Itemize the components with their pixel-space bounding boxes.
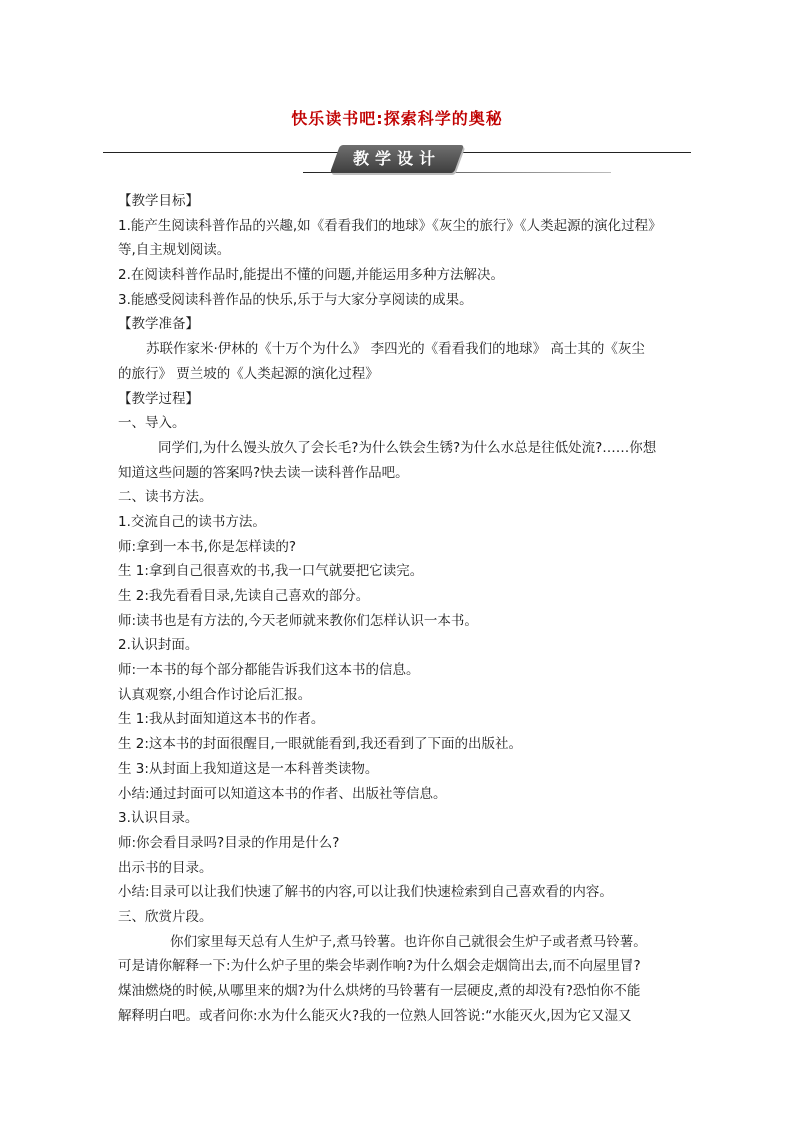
text-line: 同学们,为什么馒头放久了会长毛?为什么铁会生锈?为什么水总是往低处流?……你想: [158, 439, 657, 456]
text-line: 二、读书方法。: [118, 489, 213, 506]
text-line: 煤油燃烧的时候,从哪里来的烟?为什么烘烤的马铃薯有一层硬皮,煮的却没有?恐怕你不能: [118, 983, 641, 999]
text-line: 师:你会看目录吗?目录的作用是什么?: [118, 834, 340, 851]
document-body: [118, 189, 688, 1028]
text-line: 苏联作家米·伊林的《十万个为什么》 李四光的《看看我们的地球》 高士其的《灰尘: [146, 341, 645, 358]
banner-label: 教学设计: [352, 149, 441, 168]
text-line: 【教学过程】: [118, 390, 199, 407]
text-line: 生 3:从封面上我知道这是一本科普类读物。: [118, 760, 379, 777]
text-line: 1.交流自己的读书方法。: [118, 513, 266, 530]
text-line: 认真观察,小组合作讨论后汇报。: [118, 686, 312, 703]
page-title: 快乐读书吧:探索科学的奥秘: [291, 109, 503, 128]
text-line: 小结:通过封面可以知道这本书的作者、出版社等信息。: [118, 785, 447, 802]
text-line: 2.认识封面。: [118, 637, 199, 654]
text-line: 师:拿到一本书,你是怎样读的?: [118, 538, 297, 555]
text-line: 生 1:拿到自己很喜欢的书,我一口气就要把它读完。: [118, 563, 424, 580]
text-line: 【教学准备】: [118, 316, 199, 333]
text-line: 可是请你解释一下:为什么炉子里的柴会毕剥作响?为什么烟会走烟筒出去,而不向屋里冒?: [118, 958, 641, 975]
text-line: 解释明白吧。或者问你:水为什么能灭火?我的一位熟人回答说:“水能灭火,因为它又湿又: [118, 1007, 632, 1024]
text-line: 知道这些问题的答案吗?快去读一读科普作品吧。: [118, 464, 409, 481]
text-line: 师:一本书的每个部分都能告诉我们这本书的信息。: [118, 662, 420, 679]
text-line: 【教学目标】: [118, 193, 199, 209]
text-line: 1.能产生阅读科普作品的兴趣,如《看看我们的地球》《灰尘的旅行》《人类起源的演化过程》: [118, 217, 662, 234]
text-line: 出示书的目录。: [118, 859, 213, 876]
text-line: 3.能感受阅读科普作品的快乐,乐于与大家分享阅读的成果。: [118, 291, 473, 308]
text-line: 一、导入。: [118, 415, 186, 432]
text-line: 师:读书也是有方法的,今天老师就来教你们怎样认识一本书。: [118, 612, 478, 629]
text-line: 的旅行》 贾兰坡的《人类起源的演化过程》: [118, 365, 379, 382]
text-line: 小结:目录可以让我们快速了解书的内容,可以让我们快速检索到自己喜欢看的内容。: [118, 884, 613, 901]
text-line: 三、欣赏片段。: [118, 908, 213, 925]
text-line: 2.在阅读科普作品时,能提出不懂的问题,并能运用多种方法解决。: [118, 267, 504, 284]
text-line: 3.认识目录。: [118, 810, 199, 827]
text-line: 等,自主规划阅读。: [118, 242, 231, 259]
text-line: 生 2:这本书的封面很醒目,一眼就能看到,我还看到了下面的出版社。: [118, 736, 523, 753]
text-line: 你们家里每天总有人生炉子,煮马铃薯。也许你自己就很会生炉子或者煮马铃薯。: [170, 933, 647, 950]
text-line: 生 2:我先看看目录,先读自己喜欢的部分。: [118, 588, 370, 604]
text-line: 生 1:我从封面知道这本书的作者。: [118, 711, 325, 728]
section-banner: [103, 145, 691, 181]
